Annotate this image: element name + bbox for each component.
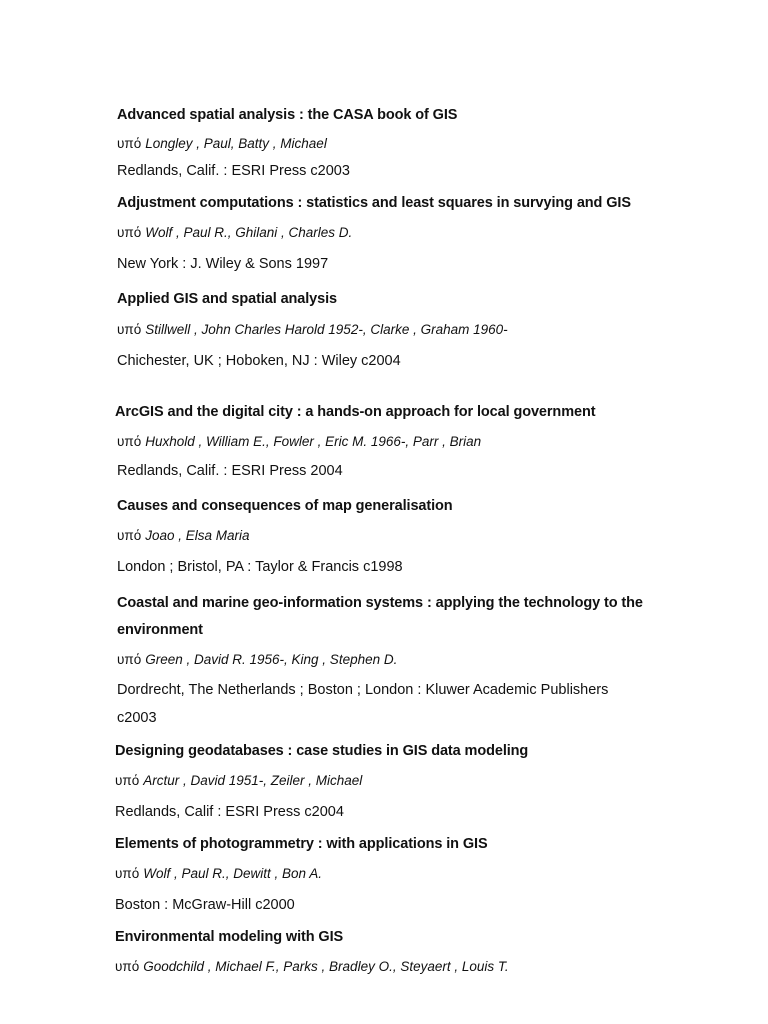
record-title-continued: environment bbox=[117, 622, 203, 638]
record-authors bbox=[117, 224, 352, 242]
author-prefix: υπό bbox=[117, 136, 142, 151]
author-names: Huxhold , William E., Fowler , Eric M. 1966-, Parr , Brian bbox=[145, 434, 482, 449]
record-publication: Redlands, Calif : ESRI Press c2004 bbox=[115, 804, 344, 820]
record-authors bbox=[115, 958, 509, 976]
record-publication: Redlands, Calif. : ESRI Press 2004 bbox=[117, 463, 343, 479]
record-publication: Dordrecht, The Netherlands ; Boston ; London : Kluwer Academic Publishers bbox=[117, 682, 609, 698]
record-publication-continued: c2003 bbox=[117, 710, 157, 726]
record-publication: Redlands, Calif. : ESRI Press c2003 bbox=[117, 163, 350, 179]
author-names: Stillwell , John Charles Harold 1952-, Clarke , Graham 1960- bbox=[145, 322, 508, 337]
author-prefix: υπό bbox=[115, 959, 140, 974]
record-authors bbox=[117, 321, 508, 339]
author-names: Arctur , David 1951-, Zeiler , Michael bbox=[143, 773, 363, 788]
author-prefix: υπό bbox=[117, 528, 142, 543]
record-publication: Chichester, UK ; Hoboken, NJ : Wiley c2004 bbox=[117, 353, 401, 369]
record-title: Causes and consequences of map generalisation bbox=[117, 498, 453, 514]
record-authors bbox=[115, 772, 362, 790]
author-prefix: υπό bbox=[115, 866, 140, 881]
author-names: Wolf , Paul R., Ghilani , Charles D. bbox=[145, 225, 353, 240]
author-prefix: υπό bbox=[117, 322, 142, 337]
author-names: Joao , Elsa Maria bbox=[145, 528, 250, 543]
record-authors bbox=[117, 433, 481, 451]
author-names: Longley , Paul, Batty , Michael bbox=[145, 136, 327, 151]
record-title: Coastal and marine geo-information systems : applying the technology to the bbox=[117, 595, 643, 611]
author-names: Goodchild , Michael F., Parks , Bradley O., Steyaert , Louis T. bbox=[143, 959, 509, 974]
author-names: Green , David R. 1956-, King , Stephen D. bbox=[145, 652, 398, 667]
record-title: Advanced spatial analysis : the CASA book of GIS bbox=[117, 107, 458, 123]
author-prefix: υπό bbox=[117, 434, 142, 449]
record-authors bbox=[117, 527, 250, 545]
record-title: Elements of photogrammetry : with applications in GIS bbox=[115, 836, 488, 852]
record-publication: New York : J. Wiley & Sons 1997 bbox=[117, 256, 329, 272]
record-publication: London ; Bristol, PA : Taylor & Francis c1998 bbox=[117, 559, 403, 575]
record-title: Adjustment computations : statistics and least squares in survying and GIS bbox=[117, 195, 631, 211]
record-title: Applied GIS and spatial analysis bbox=[117, 291, 338, 307]
author-prefix: υπό bbox=[115, 773, 140, 788]
record-title: Environmental modeling with GIS bbox=[115, 929, 344, 945]
author-prefix: υπό bbox=[117, 225, 142, 240]
record-publication: Boston : McGraw-Hill c2000 bbox=[115, 897, 295, 913]
author-names: Wolf , Paul R., Dewitt , Bon A. bbox=[143, 866, 323, 881]
record-title: ArcGIS and the digital city : a hands-on approach for local government bbox=[115, 404, 596, 420]
author-prefix: υπό bbox=[117, 652, 142, 667]
record-authors bbox=[117, 135, 327, 153]
record-authors bbox=[117, 651, 397, 669]
record-authors bbox=[115, 865, 322, 883]
record-title: Designing geodatabases : case studies in GIS data modeling bbox=[115, 743, 529, 759]
